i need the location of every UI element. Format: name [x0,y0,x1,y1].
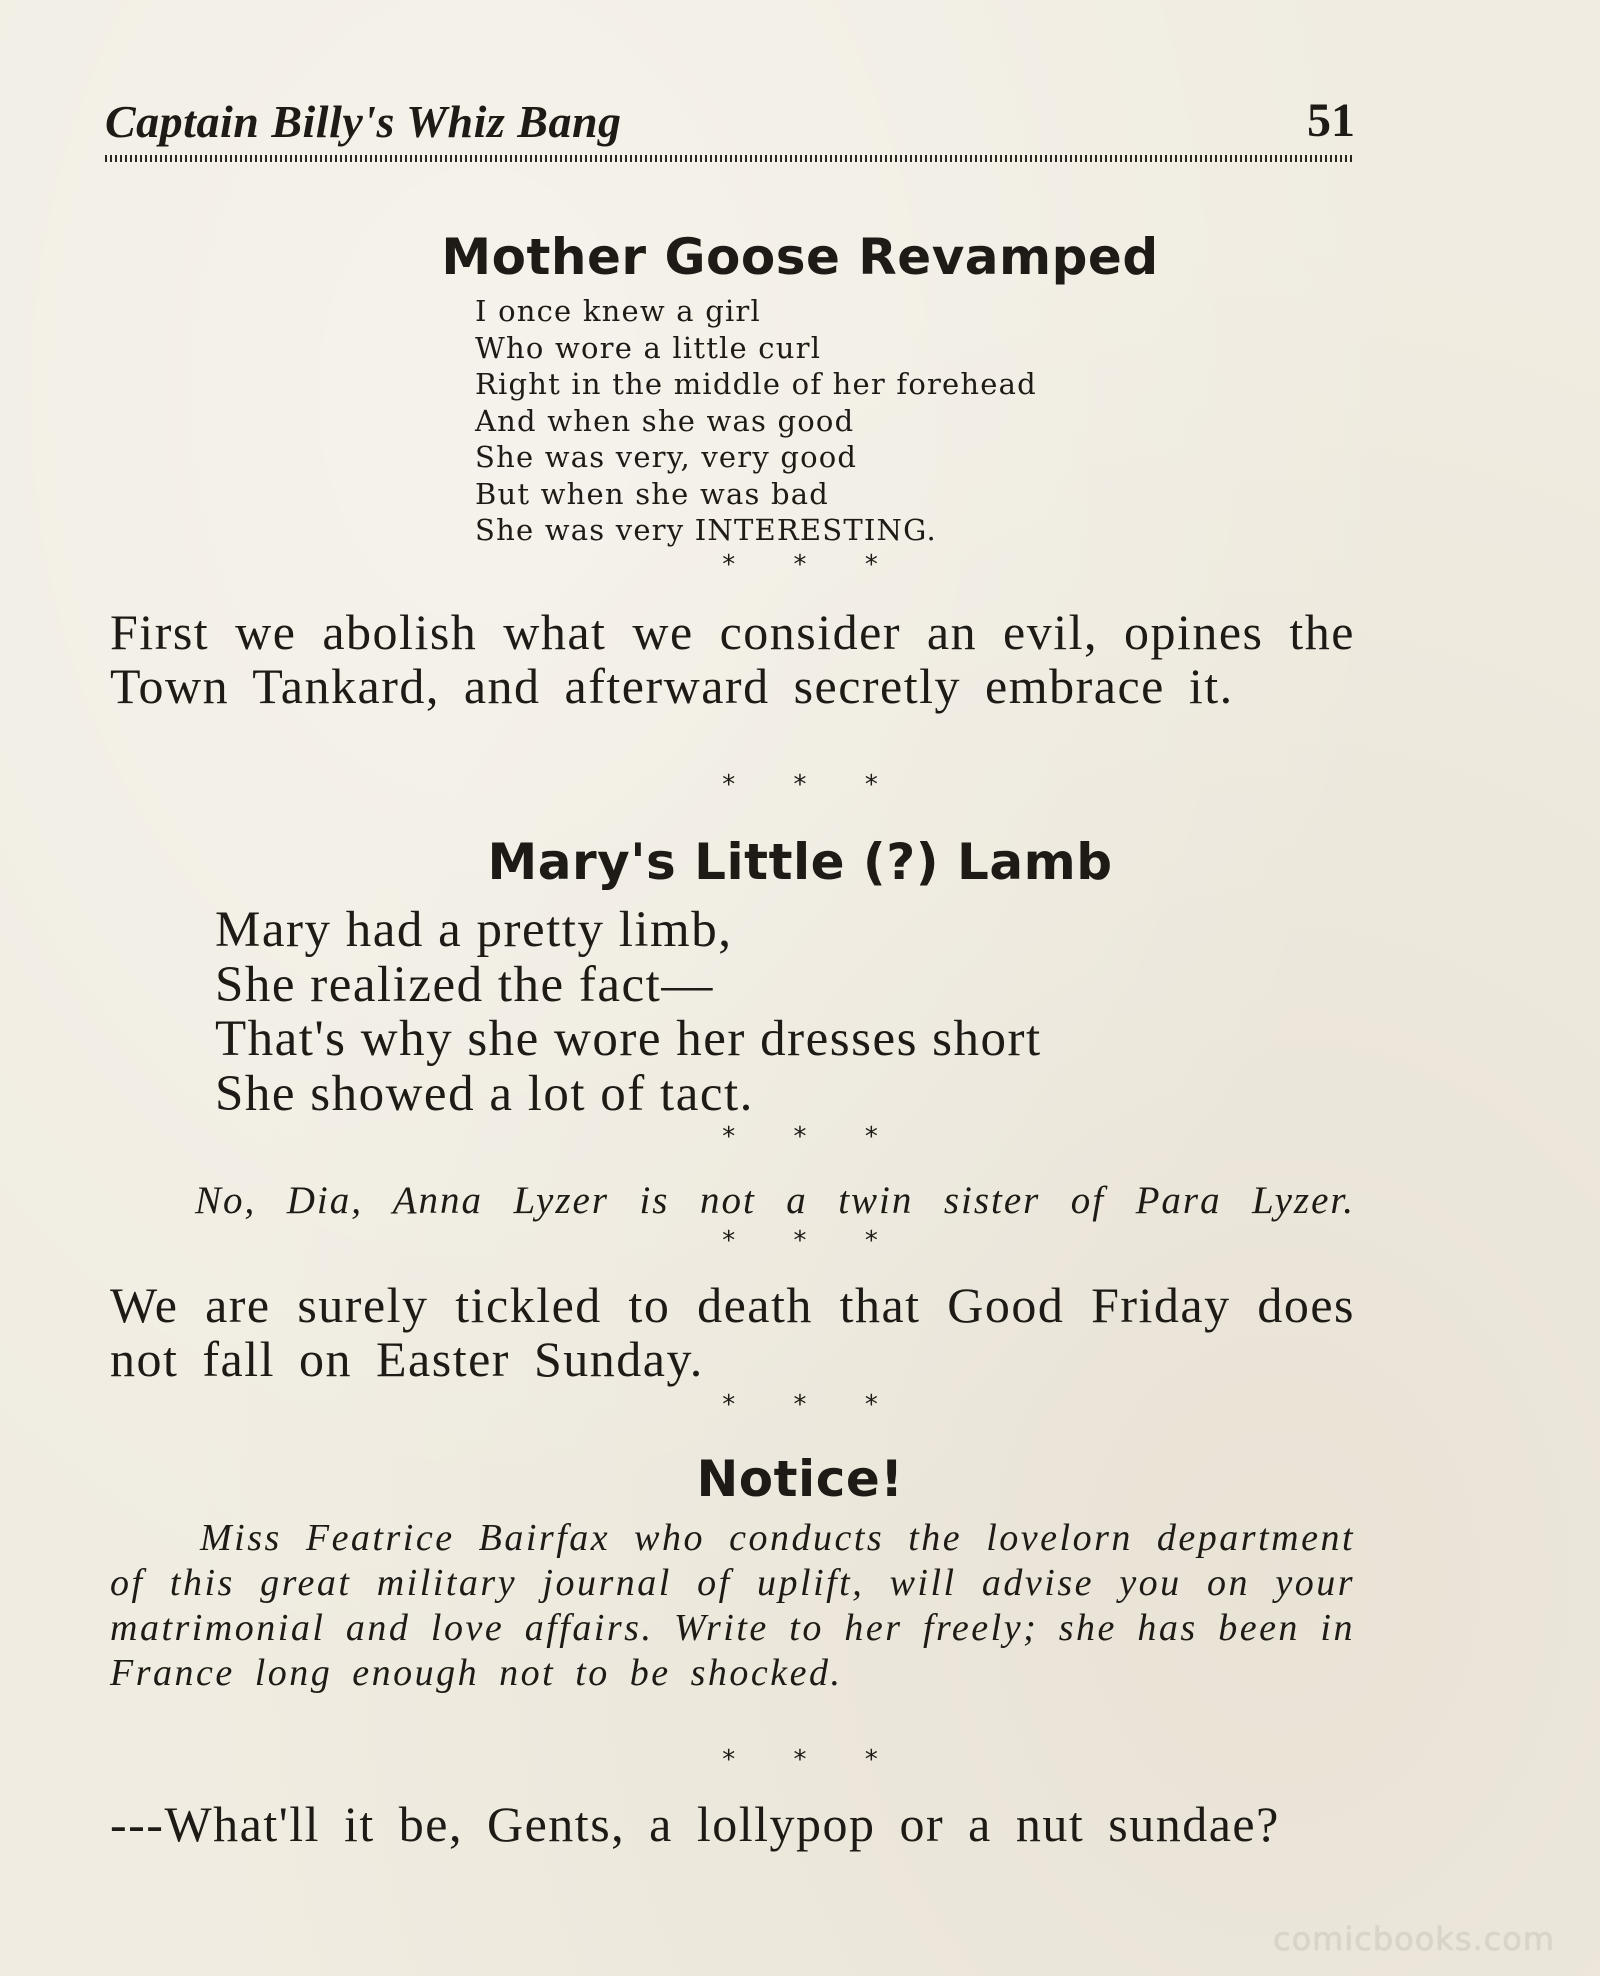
watermark: comicbooks.com [1272,1920,1555,1958]
journal-title: Captain Billy's Whiz Bang [105,96,622,147]
running-head [105,95,1355,155]
poem-line: She showed a lot of tact. [215,1065,754,1122]
separator: * * * [720,770,880,800]
poem-line: She was very INTERESTING. [475,513,937,547]
poem-line: She was very, very good [475,440,858,474]
good-friday-paragraph: We are surely tickled to death that Good Friday does not fall on Easter Sunday. [110,1277,1355,1387]
mother-goose-poem [475,293,1037,549]
header-rule [105,155,1355,162]
town-tankard-paragraph: First we abolish what we consider an evil, opines the Town Tankard, and afterward secretly embrace it. [110,604,1355,714]
separator: * * * [720,550,880,580]
poem-line: I once knew a girl [475,294,761,328]
poem-line: Who wore a little curl [475,330,822,365]
separator: * * * [720,1226,880,1256]
poem-line: Mary had a pretty limb, [215,902,733,958]
poem-line: But when she was bad [475,476,829,511]
poem-line: That's why she wore her dresses short [215,1011,1042,1067]
poem-line: She realized the fact— [215,956,714,1013]
anna-lyzer-note: No, Dia, Anna Lyzer is not a twin sister of Para Lyzer. [195,1179,1355,1222]
separator: * * * [720,1122,880,1152]
separator: * * * [720,1745,880,1775]
mother-goose-title: Mother Goose Revamped [441,228,1159,286]
page-number: 51 [1307,94,1355,147]
notice-body: Miss Featrice Bairfax who conducts the lovelorn department of this great military journal of uplift, will advise you on your matrimonial and love affairs. Write to her freely; she has been in France long enough not to be shocked. [110,1517,1355,1694]
poem-line: Right in the middle of her forehead [475,367,1037,401]
marys-lamb-title: Mary's Little (?) Lamb [487,833,1113,891]
notice-title: Notice! [696,1450,904,1508]
poem-line: And when she was good [475,403,855,438]
lollypop-paragraph: ---What'll it be, Gents, a lollypop or a nut sundae? [110,1796,1280,1852]
separator: * * * [720,1390,880,1420]
marys-lamb-poem [215,903,1042,1121]
